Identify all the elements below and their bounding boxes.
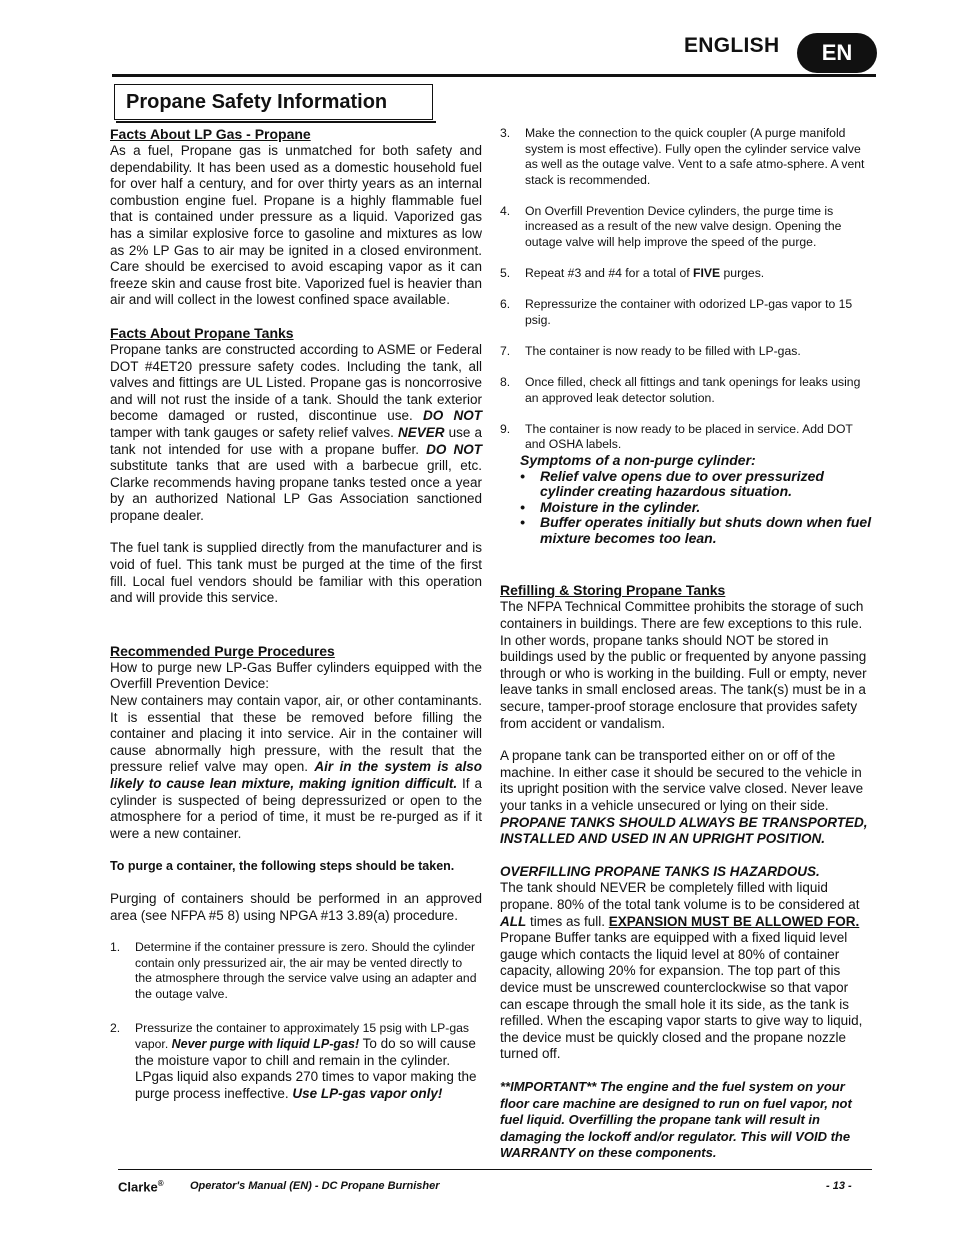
header-rule <box>112 74 876 77</box>
list-item: 4. On Overfill Prevention Device cylinders, the purge time is increased as a result of the new valve design. Opening the outage valve will help improve the speed of the purge. <box>500 203 842 250</box>
page-title: Propane Safety Information <box>114 84 433 120</box>
footer-manual-title: Operator's Manual (EN) - DC Propane Burnisher <box>190 1180 440 1192</box>
list-item: 5. Repeat #3 and #4 for a total of FIVE purges. <box>500 266 765 281</box>
overfill-heading: OVERFILLING PROPANE TANKS IS HAZARDOUS. <box>500 863 820 879</box>
footer-rule <box>118 1169 872 1170</box>
page-number: - 13 - <box>826 1180 852 1192</box>
purge-steps-right <box>500 126 872 453</box>
list-item: 3. Make the connection to the quick coupler (A purge manifold system is most effective). Fully open the cylinder service valve as well as the outage valve. Vent to a safe atmo-sphere. A vent stack is recommended. <box>500 126 865 187</box>
facts-tanks-heading: Facts About Propane Tanks <box>110 324 294 341</box>
left-column <box>110 126 482 1118</box>
list-item: • Moisture in the cylinder. <box>520 500 872 516</box>
symptoms-heading: Symptoms of a non-purge cylinder: <box>520 451 756 468</box>
footer-brand: Clarke® <box>118 1179 164 1195</box>
purge-heading: Recommended Purge Procedures <box>110 642 335 659</box>
list-item: 8. Once filled, check all fittings and tank openings for leaks using an approved leak detector solution. <box>500 375 861 405</box>
language-badge: EN <box>797 33 877 73</box>
list-item: • Buffer operates initially but shuts down when fuel mixture becomes too lean. <box>520 515 872 546</box>
list-item: 2. Pressurize the container to approximately 15 psig with LP-gas vapor. Never purge with liquid LP-gas! To do so will cause the moisture vapor to chill and remain in the cylinder. LPgas liquid also expands 270 times to vapor making the purge process ineffective. Use LP-gas vapor only! <box>110 1020 477 1101</box>
overfill-body: The tank should NEVER be completely filled with liquid propane. 80% of the total tank volume is to be considered at ALL times as full. EXPANSION MUST BE ALLOWED FOR. Propane Buffer tanks are equipped with a fixed liquid level gauge which contacts the liquid level at 80% of container capacity, allowing 20% for expansion. The top part of this device must be unscrewed counterclockwise so that vapor can escape through the small hole it its side, as the tank is refilled. When the escaping vapor starts to give way to liquid, the device must be quickly closed and the propane nozzle turned off. <box>500 880 863 1062</box>
purge-body: New containers may contain vapor, air, or other contaminants. It is essential that these be removed before filling the container and placing it into service. Air in the container will cause abnormally high pressure, with the result that the pressure relief valve may open. Air in the system is also likely to cause lean mixture, making ignition difficult. If a cylinder is suspected of being depressurized or open to the atmosphere for a period of time, it must be re-purged as if it were a new container. <box>110 693 483 841</box>
language-label: ENGLISH <box>684 34 780 57</box>
list-item: 9. The container is now ready to be placed in service. Add DOT and OSHA labels. <box>500 421 853 452</box>
symptoms-block <box>520 453 872 547</box>
important-note: **IMPORTANT** The engine and the fuel system on your floor care machine are designed to run on fuel vapor, not fuel liquid. Overfilling the propane tank will result in damaging the lockoff and/or regulator. This will VOID the WARRANTY on these components. <box>500 1078 852 1161</box>
purge-steps-lead: To purge a container, the following steps should be taken. <box>110 859 455 874</box>
refill-heading: Refilling & Storing Propane Tanks <box>500 582 726 599</box>
list-item: • Relief valve opens due to over pressurized cylinder creating hazardous situation. <box>520 469 872 500</box>
purge-steps-left <box>110 940 482 1102</box>
facts-lp-body: As a fuel, Propane gas is unmatched for both safety and dependability. It has been used as a domestic household fuel for over half a century, and for over thirty years as an internal combustion engine fuel. Propane is a highly flammable fuel that is contained under pressure as a liquid. Vaporized gas has a similar explosive force to gasoline and mixtures as low as 2% LP Gas to air may be ignited in a closed environment. Care should be exercised to avoid escaping vapor as it can freeze skin and cause frost bite. Vaporized fuel is heavier than air and will collect in the lowest confined space available. <box>110 143 482 308</box>
list-item: 1. Determine if the container pressure is zero. Should the cylinder contain only pressurized air, the air may be vented directly to the atmosphere through the service valve using an adapter and the outage valve. <box>110 940 477 1001</box>
facts-tanks-body: Propane tanks are constructed according to ASME or Federal DOT #4ET20 pressure safety codes. Including the tank, all valves and fittings are UL Listed. Propane gas is noncorrosive and will not rust the inside of a tank. Should the tank exterior become damaged or rusted, discontinue use. DO NOT tamper with tank gauges or safety relief valves. NEVER use a tank not intended for use with a propane buffer. DO NOT substitute tanks that are used with a barbecue grill, etc. Clarke recommends having propane tanks tested once a year by an authorized National LP Gas Association sanctioned propane dealer. <box>110 341 483 523</box>
list-item: 6. Repressurize the container with odorized LP-gas vapor to 15 psig. <box>500 297 853 327</box>
facts-lp-heading: Facts About LP Gas - Propane <box>110 126 311 142</box>
purge-intro: How to purge new LP-Gas Buffer cylinders equipped with the Overfill Prevention Device: <box>110 659 482 692</box>
transport-body: A propane tank can be transported either on or off of the machine. In either case it should be secured to the vehicle in its upright position with the service valve closed. Never leave your tanks in a vehicle unsecured or lying on their side. PROPANE TANKS SHOULD ALWAYS BE TRANSPORTED, INSTALLED AND USED IN AN UPRIGHT POSITION. <box>500 748 868 847</box>
refill-body: The NFPA Technical Committee prohibits the storage of such containers in buildings. There are few exceptions to this rule. In other words, propane tanks should NOT be stored in buildings used by the public or frequented by anyone passing through or who is working in the building. Full or empty, never leave tanks in small enclosed areas. The tank(s) must be in a secure, tamper-proof storage enclosure that provides safety from accident or vandalism. <box>500 599 867 731</box>
purge-approved-area: Purging of containers should be performed in an approved area (see NFPA #5 8) using NPGA #13 3.89(a) procedure. <box>110 890 482 923</box>
right-column <box>500 126 872 1162</box>
list-item: 7. The container is now ready to be filled with LP-gas. <box>500 343 801 358</box>
fuel-tank-body: The fuel tank is supplied directly from the manufacturer and is void of fuel. This tank must be purged at the time of the first fill. Local fuel vendors should be familiar with this operation and will provide this service. <box>110 540 482 606</box>
